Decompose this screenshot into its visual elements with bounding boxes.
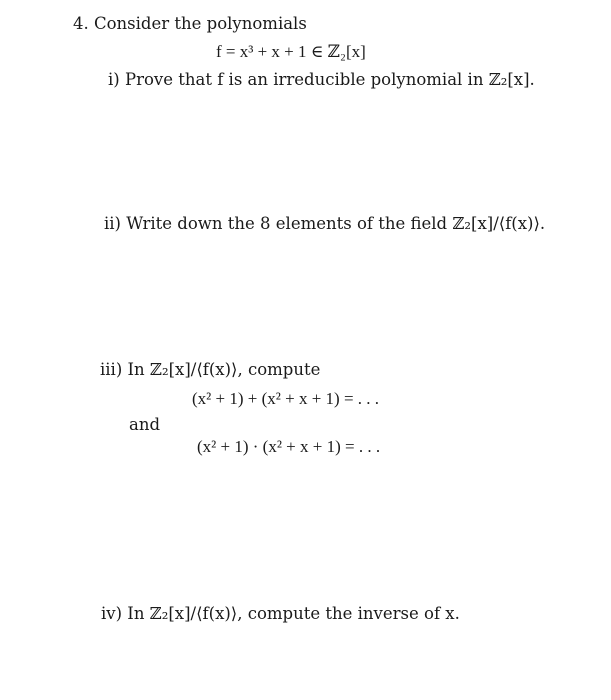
part-ii: [104, 214, 545, 234]
part-ii-label: ii): [104, 214, 121, 233]
part-iii-sum-expression: (x² + 1) + (x² + x + 1) = . . .: [192, 389, 380, 408]
part-i-label: i): [108, 70, 120, 89]
part-iv-text: In ℤ₂[x]/⟨f(x)⟩, compute the inverse of x.: [127, 604, 460, 623]
part-ii-text: Write down the 8 elements of the field ℤ₂[x]/⟨f(x)⟩.: [126, 214, 546, 233]
part-iii-label: iii): [100, 360, 123, 379]
part-iii-text: In ℤ₂[x]/⟨f(x)⟩, compute: [127, 360, 321, 379]
part-iii-product-expression: (x² + 1) · (x² + x + 1) = . . .: [197, 437, 381, 456]
part-i-text: Prove that f is an irreducible polynomial in ℤ₂[x].: [124, 70, 535, 89]
part-iv: [101, 604, 460, 624]
part-i: [108, 70, 535, 90]
part-iii: [100, 360, 320, 380]
polynomial-definition: f = x³ + x + 1 ∈ ℤ₂[x]: [216, 42, 366, 61]
problem-heading: 4. Consider the polynomials: [73, 14, 307, 33]
part-iv-label: iv): [101, 604, 123, 623]
part-iii-connector: and: [129, 415, 161, 434]
